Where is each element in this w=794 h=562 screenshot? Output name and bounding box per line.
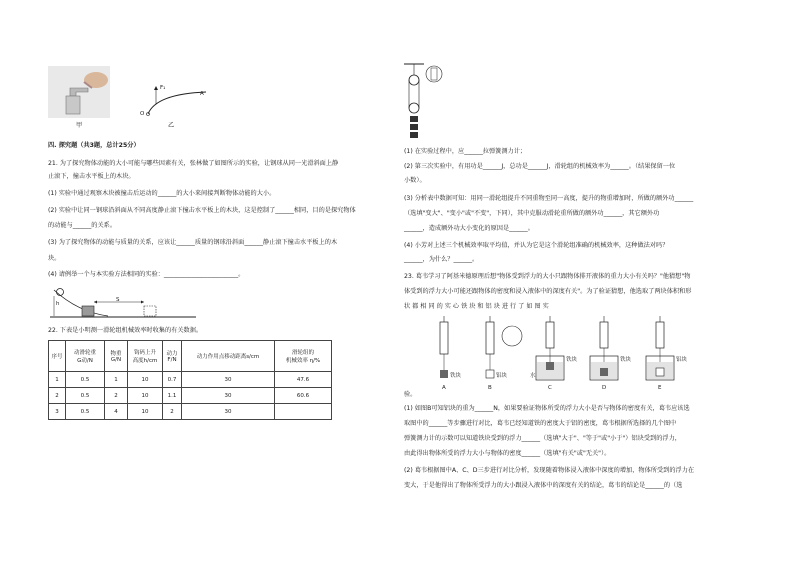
table-cell: 2 — [49, 388, 66, 404]
q22-cont-part3c: ______，造成额外功大小变化的原因是______。 — [404, 225, 534, 232]
fig-label-b: B — [488, 385, 492, 391]
col-header-rise-height: 钩码上升 高度h/cm — [128, 341, 163, 372]
table-cell: 0.5 — [66, 404, 105, 420]
q21-part4: (4) 请例举一个与本实验方法相同的实验：________________________。 — [48, 271, 245, 278]
water-label: 水 — [530, 373, 536, 379]
block-label-c: 铁块 — [566, 357, 578, 363]
q22-cont-part3b: （选填"变大"、"变小"或"不变"，下同），其中克服动滑轮重所做的额外功______，其它额外功 — [404, 210, 660, 217]
lever-force-f1: F₁ — [160, 85, 166, 91]
q22-cont-part1: (1) 在实验过程中，应______拉弹簧测力计； — [404, 148, 527, 155]
table-cell: 0.7 — [163, 372, 182, 388]
ramp-height-label: h — [56, 301, 60, 307]
col-header-efficiency: 滑轮组的 机械效率 η/% — [275, 341, 332, 372]
table-row — [49, 372, 332, 388]
table-header-row — [49, 341, 332, 372]
table-cell: 1 — [49, 372, 66, 388]
lever-point-a: A — [200, 91, 204, 97]
buoyancy-diagram — [420, 312, 720, 392]
fig-jia-label: 甲 — [76, 122, 83, 129]
col-header-pulley-weight: 动滑轮重 G动/N — [66, 341, 105, 372]
pulley-system-diagram — [400, 62, 450, 144]
q21-part3: (3) 为了探究物体的动能与质量的关系，应该让______质量的钢球沿斜面______静止滚下撞击水平板上的木 — [48, 239, 338, 246]
q23-part1: (1) 如图B可知铝块的重为______N，如果要验证物体所受的浮力大小是否与物体的密度有关，葛韦应该选 — [404, 405, 690, 412]
q23-part2: (2) 葛韦根据图中A、C、D三步进行对比分析，发现随着物体浸入液体中深度的增加，物体所受到的浮力在 — [404, 467, 695, 474]
block-label-a: 铁块 — [450, 373, 462, 379]
table-cell: 0.5 — [66, 388, 105, 404]
q22-cont-part2b: 小数）。 — [404, 177, 426, 184]
q23-part2b: 变大，于是他得出了物体所受浮力的大小跟浸入液体中的深度有关的结论，葛韦的结论是______的（选 — [404, 482, 683, 489]
table-cell — [275, 404, 332, 420]
table-cell: 1.1 — [163, 388, 182, 404]
block-label-e: 铝块 — [676, 357, 688, 363]
lever-diagram — [136, 80, 216, 120]
block-label-d: 铁块 — [620, 357, 632, 363]
col-header-object-weight: 物重 G/N — [105, 341, 128, 372]
lever-point-o: O — [140, 111, 145, 117]
table-cell: 10 — [128, 388, 163, 404]
q22-stem: 22. 下表是小明测一滑轮组机械效率时收集的有关数据。 — [48, 327, 203, 334]
table-row — [49, 388, 332, 404]
q23-stem-2: 体受到的浮力大小可能还跟物体的密度和浸入液体中的深度有关"。为了验证猜想，他选取了两块体积和形 — [404, 288, 692, 295]
table-cell: 2 — [105, 388, 128, 404]
ramp-diagram — [48, 286, 198, 322]
q22-cont-part4: (4) 小芳对上述三个机械效率取平均值，并认为它是这个滑轮组准确的机械效率，这种做法对吗？ — [404, 242, 669, 249]
table-cell: 2 — [163, 404, 182, 420]
q22-cont-part3: (3) 分析表中数据可知：用同一滑轮组提升不同重物至同一高度，提升的物重增加时，所做的额外功______ — [404, 195, 694, 202]
q23-stem-3: 状 都 相 同 的 实 心 铁 块 和 铝 块 进 行 了 如 图 实 — [404, 303, 549, 310]
pulley-data-table — [48, 340, 332, 420]
table-cell: 60.6 — [275, 388, 332, 404]
q21-part1: (1) 实验中通过观察木块被撞击后运动的______的大小来间接判断物体动能的大小。 — [48, 190, 276, 197]
table-cell: 30 — [182, 372, 275, 388]
col-header-index: 序号 — [49, 341, 66, 372]
q21-part3b: 块。 — [48, 255, 61, 262]
table-cell: 30 — [182, 404, 275, 420]
table-cell: 0.5 — [66, 372, 105, 388]
table-cell: 1 — [105, 372, 128, 388]
q22-cont-part2: (2) 第三次实验中，有用功是______J，总功是______J，滑轮组的机械效率为______。（结果保留一位 — [404, 163, 676, 170]
fig-label-c: C — [548, 385, 552, 391]
table-cell: 47.6 — [275, 372, 332, 388]
table-cell: 10 — [128, 372, 163, 388]
fig-label-d: D — [602, 385, 607, 391]
fig-yi-label: 乙 — [168, 122, 175, 129]
col-header-distance: 动力作用点移动距离s/cm — [182, 341, 275, 372]
block-label-b: 铝块 — [496, 373, 508, 379]
ramp-distance-label: S — [116, 297, 120, 303]
q23-part1b: 取图中的______等步骤进行对比，葛韦已经知道铁的密度大于铝的密度，葛韦根据所选择的几个图中 — [404, 420, 677, 427]
q21-part2b: 的动能与______的关系。 — [48, 222, 117, 229]
q22-cont-part4b: ______，为什么？______。 — [404, 256, 479, 263]
q23-part1d: 由此得出物体所受的浮力大小与物体的密度______（选填"有关"或"无关"）。 — [404, 450, 611, 457]
q21-stem-1: 21. 为了探究物体动能的大小可能与哪些因素有关，张林做了如图所示的实验，让钢球从同一光滑斜面上静 — [48, 160, 339, 167]
table-cell: 4 — [105, 404, 128, 420]
table-cell: 30 — [182, 388, 275, 404]
q23-stem-4: 验。 — [404, 391, 417, 398]
fig-label-a: A — [442, 385, 446, 391]
faucet-photo — [48, 66, 110, 118]
q21-stem-2: 止滚下，撞击水平板上的木块。 — [48, 173, 135, 180]
q23-stem-1: 23. 葛韦学习了阿基米德原理后想"物体受到浮力的大小只跟物体排开液体的重力大小有关吗？"他猜想"物 — [404, 273, 691, 280]
section-title: 四. 探究题（共3题，总计25分） — [48, 142, 140, 149]
faucet-illustration-icon — [48, 66, 110, 118]
q23-part1c: 弹簧测力计的示数可以知道铁块受到的浮力______（选填"大于"、"等于"或"小于"）铝块受到的浮力， — [404, 435, 681, 442]
table-row — [49, 404, 332, 420]
col-header-force: 动力 F/N — [163, 341, 182, 372]
table-cell: 3 — [49, 404, 66, 420]
table-cell: 10 — [128, 404, 163, 420]
q21-part2: (2) 实验中让同一钢球沿斜面从不同高度静止滚下撞击水平板上的木块，这是控制了______相同，目的是探究物体 — [48, 207, 356, 214]
fig-label-e: E — [658, 385, 662, 391]
